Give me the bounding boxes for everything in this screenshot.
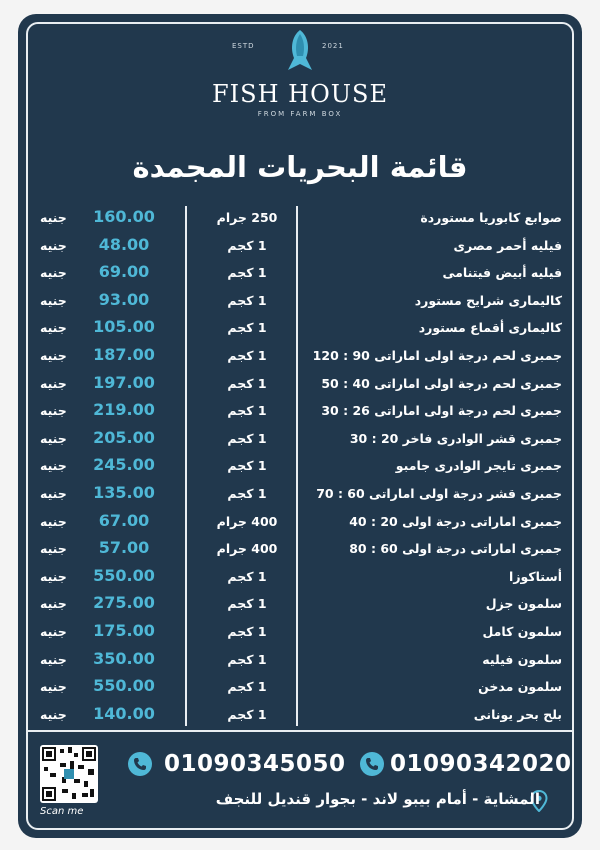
item-currency: جنيه [40, 430, 67, 446]
item-price: 69.00 [98, 262, 150, 282]
item-name: سلمون مدخن [478, 679, 562, 695]
menu-row [0, 592, 600, 620]
estd-label: ESTD [232, 42, 255, 50]
item-name: كاليمارى شرايح مستورد [414, 292, 562, 308]
item-name: فيليه أحمر مصرى [453, 237, 562, 253]
phone-icon [128, 752, 152, 776]
item-currency: جنيه [40, 568, 67, 584]
item-price: 187.00 [93, 344, 155, 364]
item-name: جمبرى تايجر الوادرى جامبو [395, 458, 562, 474]
menu-row [0, 703, 600, 731]
item-currency: جنيه [40, 210, 67, 225]
item-price: 67.00 [98, 510, 150, 530]
item-qty: 1 كجم [227, 651, 267, 667]
item-name: سلمون فيليه [482, 651, 562, 667]
menu-row [0, 261, 600, 289]
item-qty: 1 كجم [227, 568, 267, 584]
item-qty: 400 جرام [216, 541, 278, 557]
item-qty: 1 كجم [227, 706, 267, 722]
menu-title: قائمة البحريات المجمدة [132, 150, 468, 184]
menu-list [0, 206, 600, 730]
item-price: 550.00 [93, 565, 155, 585]
item-qty: 400 جرام [216, 513, 278, 529]
menu-row [0, 648, 600, 676]
item-name: بلح بحر يونانى [473, 706, 562, 722]
logo-block [0, 28, 600, 118]
menu-row [0, 206, 600, 234]
menu-row [0, 482, 600, 510]
address: المشاية - أمام بيبو لاند - بجوار قنديل للنجف [215, 790, 540, 808]
estd-year: 2021 [322, 42, 344, 50]
item-qty: 1 كجم [227, 430, 267, 446]
item-qty: 1 كجم [227, 375, 267, 391]
item-qty: 1 كجم [227, 458, 267, 474]
item-currency: جنيه [40, 596, 67, 612]
item-price: 245.00 [93, 455, 155, 475]
item-name: كاليمارى أقماع مستورد [418, 320, 562, 336]
menu-row [0, 675, 600, 703]
item-price: 219.00 [93, 400, 155, 420]
item-qty: 1 كجم [227, 623, 267, 639]
item-currency: جنيه [40, 651, 67, 667]
item-name: أستاكوزا [509, 568, 562, 584]
item-qty: 1 كجم [227, 596, 267, 612]
item-currency: جنيه [40, 706, 67, 722]
scan-me-label: Scan me [40, 806, 84, 817]
item-qty: 1 كجم [227, 485, 267, 501]
footer-divider [26, 730, 574, 732]
item-price: 105.00 [93, 317, 155, 337]
item-currency: جنيه [40, 541, 67, 557]
item-name: جمبرى لحم درجة اولى اماراتى 26 : 30 [321, 403, 562, 419]
item-currency: جنيه [40, 485, 67, 501]
item-name: جمبرى اماراتى درجة اولى 20 : 40 [349, 513, 562, 529]
item-name: صوابع كابوريا مستوردة [420, 210, 562, 225]
item-price: 48.00 [98, 234, 150, 254]
item-price: 350.00 [93, 648, 155, 668]
item-price: 93.00 [98, 289, 150, 309]
item-name: سلمون كامل [482, 623, 562, 639]
item-name: جمبرى لحم درجة اولى اماراتى 40 : 50 [321, 375, 562, 391]
item-price: 205.00 [93, 427, 155, 447]
item-name: سلمون جزل [485, 596, 562, 612]
item-qty: 1 كجم [227, 403, 267, 419]
item-qty: 1 كجم [227, 292, 267, 308]
item-price: 57.00 [98, 538, 150, 558]
item-currency: جنيه [40, 375, 67, 391]
phone-number[interactable]: 01090342020 [390, 751, 572, 777]
item-currency: جنيه [40, 679, 67, 695]
menu-row [0, 537, 600, 565]
item-currency: جنيه [40, 513, 67, 529]
item-qty: 1 كجم [227, 265, 267, 281]
item-currency: جنيه [40, 237, 67, 253]
menu-row [0, 289, 600, 317]
menu-row [0, 427, 600, 455]
item-currency: جنيه [40, 623, 67, 639]
menu-row [0, 316, 600, 344]
item-currency: جنيه [40, 458, 67, 474]
menu-row [0, 344, 600, 372]
brand-sub: FROM FARM BOX [257, 110, 343, 118]
item-price: 275.00 [93, 593, 155, 613]
item-qty: 1 كجم [227, 320, 267, 336]
item-currency: جنيه [40, 265, 67, 281]
item-currency: جنيه [40, 292, 67, 308]
item-price: 175.00 [93, 620, 155, 640]
brand-name: FISH HOUSE [212, 80, 388, 108]
item-price: 140.00 [93, 703, 155, 723]
item-qty: 250 جرام [216, 210, 278, 225]
item-name: فيليه أبيض فيتنامى [442, 265, 562, 281]
menu-row [0, 372, 600, 400]
item-name: جمبرى قشر درجة اولى اماراتى 60 : 70 [316, 485, 562, 501]
item-currency: جنيه [40, 403, 67, 419]
item-price: 160.00 [93, 207, 155, 226]
item-qty: 1 كجم [227, 237, 267, 253]
menu-row [0, 454, 600, 482]
item-qty: 1 كجم [227, 347, 267, 363]
item-name: جمبرى اماراتى درجة اولى 60 : 80 [349, 541, 562, 557]
menu-row [0, 565, 600, 593]
phone-number[interactable]: 01090345050 [164, 751, 346, 777]
item-qty: 1 كجم [227, 679, 267, 695]
menu-row [0, 510, 600, 538]
fish-logo-icon [270, 28, 330, 74]
qr-code[interactable] [40, 745, 98, 803]
menu-row [0, 620, 600, 648]
item-price: 550.00 [93, 676, 155, 696]
item-currency: جنيه [40, 320, 67, 336]
item-name: جمبرى لحم درجة اولى اماراتى 90 : 120 [312, 347, 562, 363]
item-currency: جنيه [40, 347, 67, 363]
item-name: جمبرى قشر الوادرى فاخر 20 : 30 [349, 430, 562, 446]
item-price: 135.00 [93, 482, 155, 502]
menu-row [0, 399, 600, 427]
phone-icon [360, 752, 384, 776]
item-price: 197.00 [93, 372, 155, 392]
menu-row [0, 234, 600, 262]
